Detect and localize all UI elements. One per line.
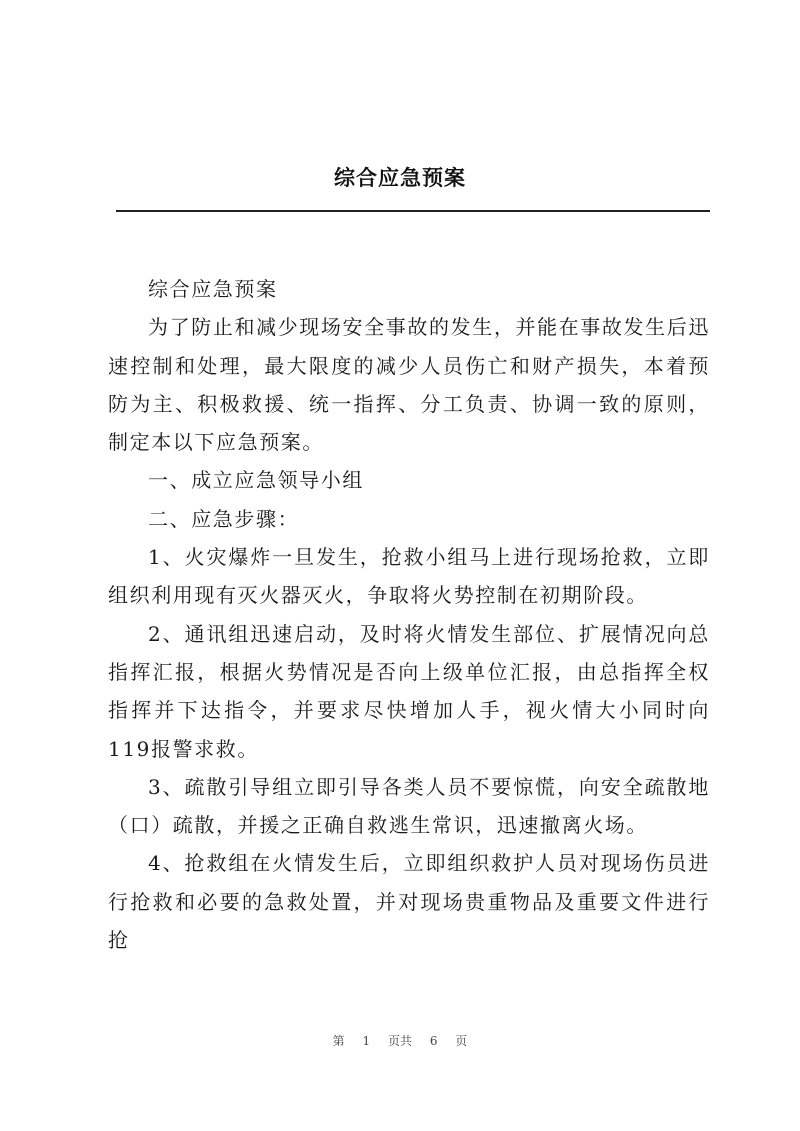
page-footer — [0, 1032, 800, 1049]
footer-middle: 页共 — [387, 1034, 412, 1048]
paragraph-section-2: 二、应急步骤： — [148, 506, 300, 531]
document-body — [108, 270, 710, 959]
paragraph-step-1: 1、火灾爆炸一旦发生，抢救小组马上进行现场抢救，立即组织利用现有灭火器灭火，争取将火势控制在初期阶段。 — [108, 545, 710, 608]
footer-page-number: 1 — [362, 1034, 371, 1048]
footer-suffix: 页 — [455, 1034, 468, 1048]
paragraph-section-1: 一、成立应急领导小组 — [148, 468, 364, 493]
document-title: 综合应急预案 — [334, 165, 466, 190]
title-divider — [116, 210, 710, 212]
paragraph-step-4: 4、抢救组在火情发生后，立即组织救护人员对现场伤员进行抢救和必要的急救处置，并对现场贵重物品及重要文件进行抢 — [108, 851, 710, 953]
footer-prefix: 第 — [332, 1034, 345, 1048]
paragraph-intro: 为了防止和减少现场安全事故的发生，并能在事故发生后迅速控制和处理，最大限度的减少人员伤亡和财产损失，本着预防为主、积极救援、统一指挥、分工负责、协调一致的原则，制定本以下应急预案。 — [108, 315, 710, 455]
paragraph-heading: 综合应急预案 — [148, 277, 278, 301]
paragraph-step-2: 2、通讯组迅速启动，及时将火情发生部位、扩展情况向总指挥汇报，根据火势情况是否向上级单位汇报，由总指挥全权指挥并下达指令，并要求尽快增加人手，视火情大小同时向119报警求救。 — [108, 621, 710, 761]
footer-total-pages: 6 — [429, 1034, 438, 1048]
paragraph-step-3: 3、疏散引导组立即引导各类人员不要惊慌，向安全疏散地（口）疏散，并援之正确自救逃生常识，迅速撤离火场。 — [108, 774, 710, 838]
